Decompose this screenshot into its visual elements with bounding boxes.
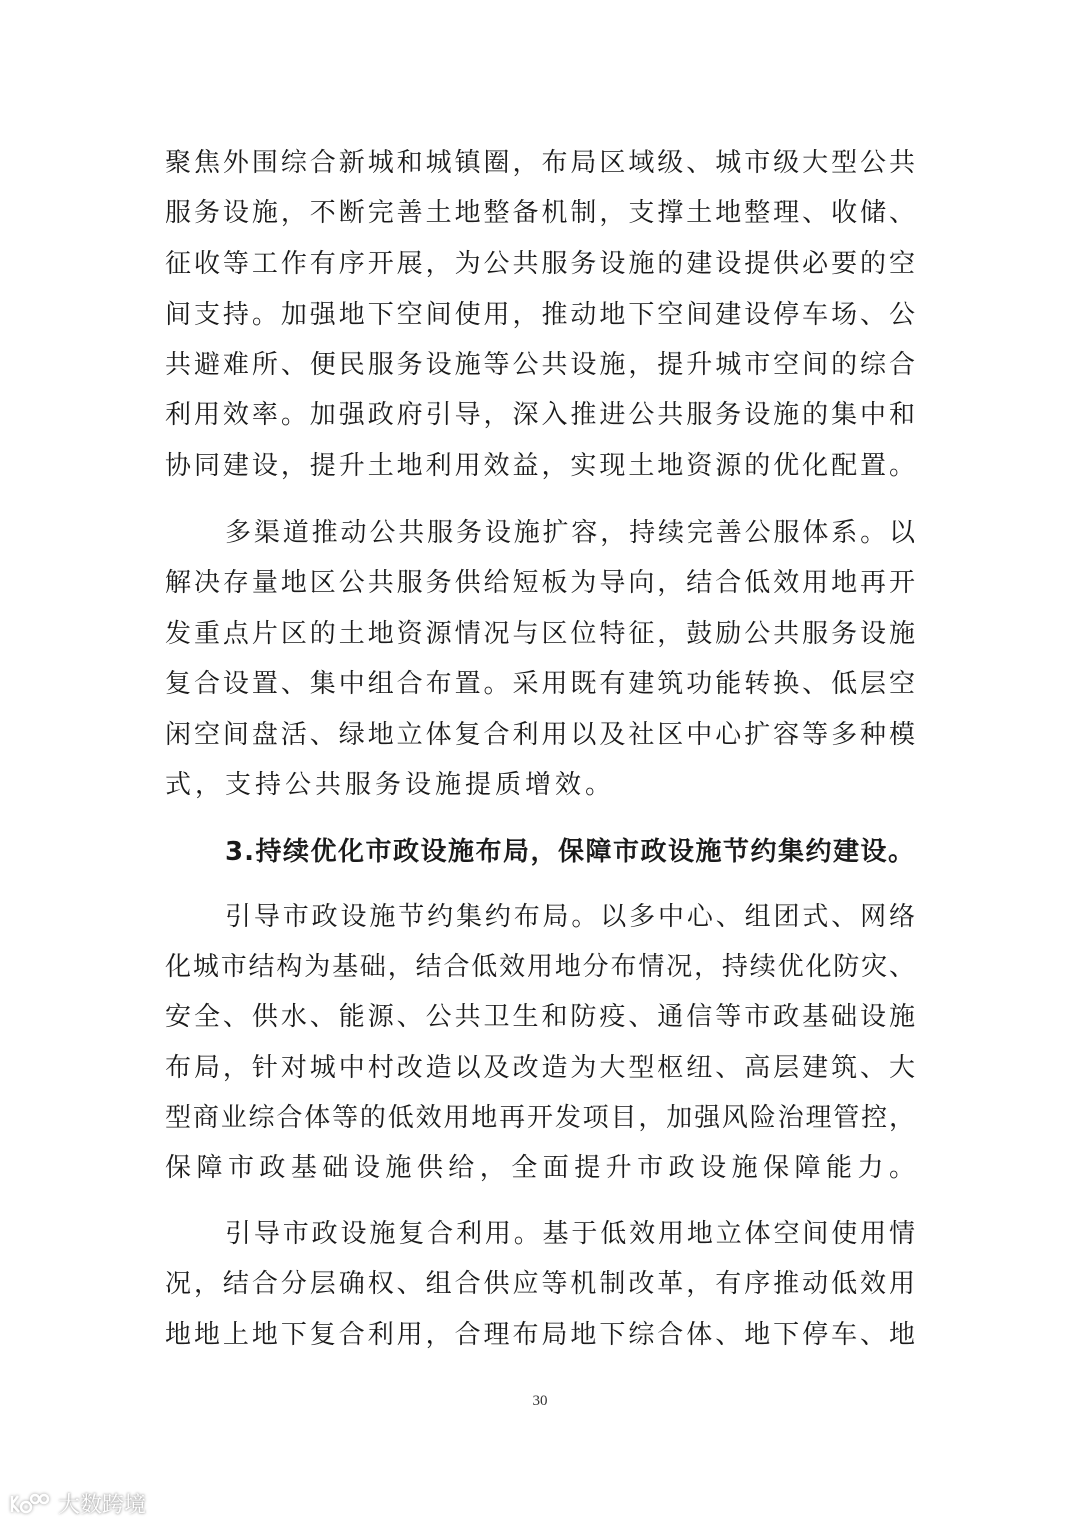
text-line: 型商业综合体等的低效用地再开发项目，加强风险治理管控， bbox=[165, 1103, 915, 1133]
text-line: 复合设置、集中组合布置。采用既有建筑功能转换、低层空 bbox=[165, 669, 915, 699]
text-line: 布局，针对城中村改造以及改造为大型枢纽、高层建筑、大 bbox=[165, 1053, 915, 1083]
text-line: 服务设施，不断完善土地整备机制，支撑土地整理、收储、 bbox=[165, 198, 915, 228]
text-line: 3.持续优化市政设施布局，保障市政设施节约集约建设。 bbox=[225, 837, 915, 867]
page-number: 30 bbox=[532, 1393, 548, 1409]
watermark bbox=[8, 1488, 146, 1518]
text-line: 况，结合分层确权、组合供应等机制改革，有序推动低效用 bbox=[165, 1269, 915, 1299]
text-line: 多渠道推动公共服务设施扩容，持续完善公服体系。以 bbox=[225, 518, 915, 548]
text-line: 解决存量地区公共服务供给短板为导向，结合低效用地再开 bbox=[165, 568, 915, 598]
text-line: 引导市政设施复合利用。基于低效用地立体空间使用情 bbox=[225, 1219, 915, 1249]
text-line: 闲空间盘活、绿地立体复合利用以及社区中心扩容等多种模 bbox=[165, 720, 915, 750]
text-line: 协同建设，提升土地利用效益，实现土地资源的优化配置。 bbox=[165, 451, 915, 481]
text-line: 安全、供水、能源、公共卫生和防疫、通信等市政基础设施 bbox=[165, 1002, 915, 1032]
text-line: 利用效率。加强政府引导，深入推进公共服务设施的集中和 bbox=[165, 400, 915, 430]
text-line: 式，支持公共服务设施提质增效。 bbox=[165, 770, 616, 800]
text-line: 征收等工作有序开展，为公共服务设施的建设提供必要的空 bbox=[165, 249, 915, 279]
text-line: 地地上地下复合利用，合理布局地下综合体、地下停车、地 bbox=[165, 1320, 915, 1350]
text-line: 共避难所、便民服务设施等公共设施，提升城市空间的综合 bbox=[165, 350, 915, 380]
text-line: 发重点片区的土地资源情况与区位特征，鼓励公共服务设施 bbox=[165, 619, 915, 649]
text-line: 保障市政基础设施供给，全面提升市政设施保障能力。 bbox=[165, 1153, 915, 1183]
text-line: 引导市政设施节约集约布局。以多中心、组团式、网络 bbox=[225, 902, 915, 932]
text-line: 聚焦外围综合新城和城镇圈，布局区域级、城市级大型公共 bbox=[165, 148, 915, 178]
text-line: 间支持。加强地下空间使用，推动地下空间建设停车场、公 bbox=[165, 300, 915, 330]
text-line: 化城市结构为基础，结合低效用地分布情况，持续优化防灾、 bbox=[165, 952, 915, 982]
watermark-text: 大数跨境 bbox=[58, 1492, 147, 1518]
watermark-logo-icon bbox=[8, 1490, 52, 1516]
